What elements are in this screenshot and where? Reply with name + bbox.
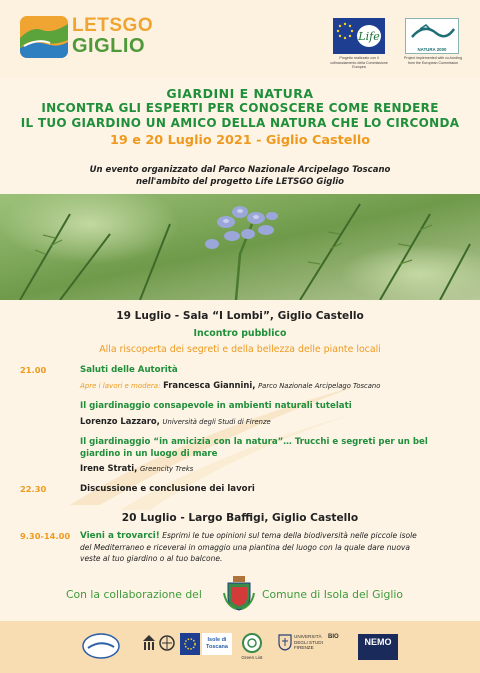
day1-subtitle: Alla riscoperta dei segreti e della bellezza delle piante locali [99,344,381,355]
letsgo-giglio-logo [20,14,172,60]
nemo-logo-text: NEMO [364,637,392,647]
europe-flag-icon [180,633,200,655]
item-amicizia-line2: giardino in un luogo di mare [80,449,218,459]
natura-2000-logo [405,18,459,54]
title-block [0,86,480,150]
affiliation-unifi: Università degli Studi di Firenze [162,418,271,426]
moderator-note: Apre i lavori e modera: [80,382,161,390]
affiliation-parco: Parco Nazionale Arcipelago Toscano [258,382,381,390]
natura-caption: Project implemented with co-funding from the European Commission [404,56,462,65]
header [0,0,480,78]
logo-line2: GIGLIO [72,35,145,57]
page-title: GIARDINI E NATURA [166,86,314,101]
collaboration-right: Comune di Isola del Giglio [262,588,403,601]
eu-caption: Progetto realizzato con il cofinanziamento della Commissione Europea [330,56,388,70]
time-21-00: 21.00 [20,365,47,375]
day1-meeting: Incontro pubblico [193,328,287,339]
rosemary-photo [0,194,480,300]
intro-text [0,165,480,188]
logo-line1: LETSGO [72,15,154,36]
moderator-line [80,379,470,392]
speaker-giannini: Francesca Giannini, [163,380,256,390]
unifi-emblem-icon [278,633,292,651]
intro-line2: nell'ambito del progetto Life LETSGO Giglio [135,176,344,187]
island-logo-icon [20,16,68,58]
subtitle-line1: INCONTRA GLI ESPERTI PER CONOSCERE COME RENDERE [41,101,439,115]
speaker-strati: Irene Strati, [80,463,138,473]
unesco-logo [142,633,156,653]
bio-label: BIO [328,634,339,640]
speaker-line-lazzaro [80,415,470,428]
item-saluti: Saluti delle Autorità [80,365,178,375]
day1-heading: 19 Luglio - Sala “I Lombi”, Giglio Castello [116,310,364,322]
affiliation-greencity: Greencity Treks [140,465,194,473]
item-amicizia-line1: Il giardinaggio “in amicizia con la natura”… Trucchi e segreti per un bel [80,437,428,447]
life-logo-text: Life [358,30,380,43]
event-dates: 19 e 20 Luglio 2021 - Giglio Castello [109,133,371,148]
collaboration-left: Con la collaborazione del [66,588,202,601]
green-list-logo [242,633,262,653]
day2-heading: 20 Luglio - Largo Baffigi, Giglio Castello [121,512,359,524]
subtitle-line2: IL TUO GIARDINO UN AMICO DELLA NATURA CHE LO CIRCONDA [20,116,460,130]
day2-description [80,530,465,565]
day2-line1 [80,530,465,542]
nemo-logo [358,634,398,660]
intro-line1: Un evento organizzato dal Parco Nazionale Arcipelago Toscano [89,165,391,175]
green-list-label: Green List [241,655,263,660]
toscana-logo-text: Isole di Toscana [206,637,228,650]
natura-logo-text: NATURA 2000 [417,47,447,52]
isole-di-toscana-logo [202,633,232,655]
comune-crest-icon [222,575,256,611]
speaker-line-strati [80,462,470,475]
speaker-lazzaro: Lorenzo Lazzaro, [80,416,160,426]
day2-line2: del Mediterraneo e riceverai in omaggio una piantina del luogo con la quale dare nuova [80,543,410,553]
item-discussione: Discussione e conclusione dei lavori [80,484,255,494]
day2-lead: Vieni a trovarci! [80,531,160,541]
day2-line1-text: Esprimi le tue opinioni sul tema della biodiversità nelle piccole isole [162,531,417,540]
mab-logo [158,633,176,653]
time-22-30: 22.30 [20,484,47,494]
footer-logos [0,621,480,673]
eu-life-logo [333,18,385,54]
unifi-label: UNIVERSITÀ DEGLI STUDI FIRENZE [294,634,323,651]
item-giardinaggio-consapevole: Il giardinaggio consapevole in ambienti naturali tutelati [80,401,352,411]
parco-arcipelago-logo [82,633,120,659]
day2-line3: veste al tuo giardino o al tuo balcone. [80,554,223,564]
time-9-30: 9.30-14.00 [20,531,71,541]
